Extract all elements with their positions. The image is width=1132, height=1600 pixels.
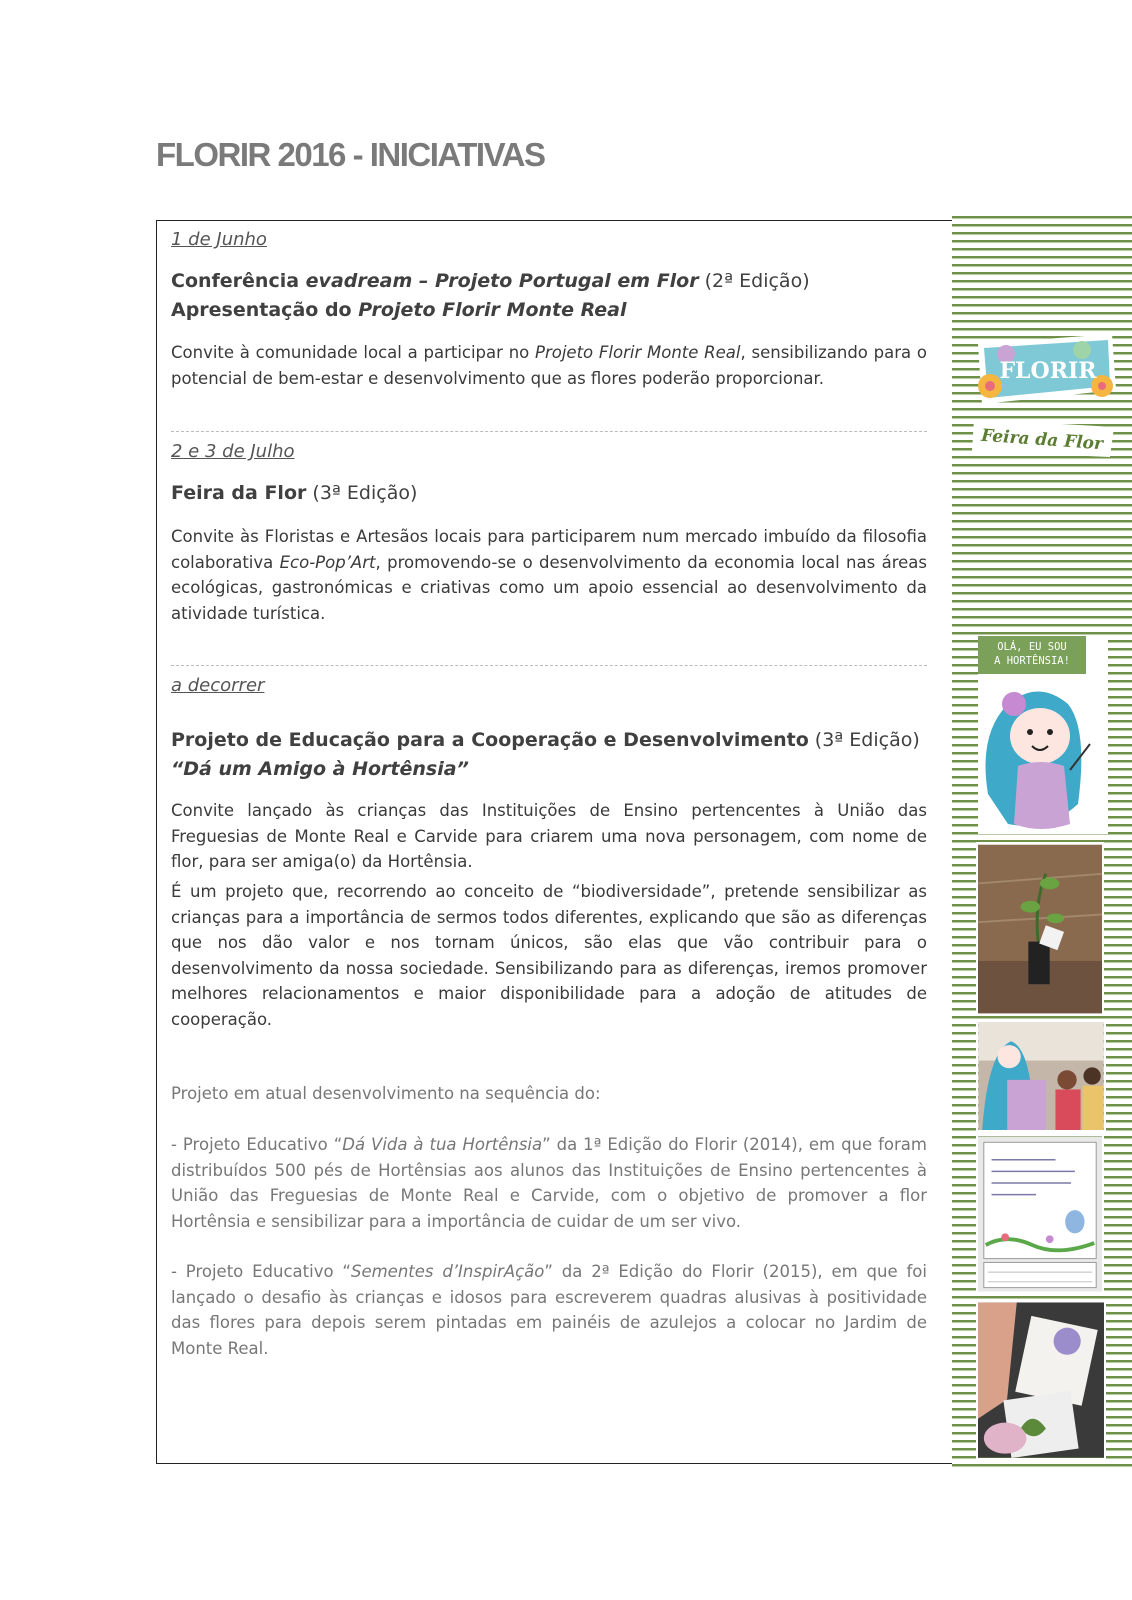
section3-paragraph-3: Projeto em atual desenvolvimento na sequência do: [171, 1084, 601, 1103]
section3-p4-b: Dá Vida à tua Hortênsia [342, 1135, 543, 1154]
logo-text: FLORIR [999, 358, 1097, 384]
page-title: FLORIR 2016 - INICIATIVAS [156, 136, 545, 173]
section1-h1-a: Conferência [171, 270, 306, 292]
section1-heading [171, 267, 927, 325]
section3-p4-c: ” da 1ª Edição do Florir (2014) [542, 1135, 798, 1154]
section3-date: a decorrer [171, 675, 265, 696]
section1-date: 1 de Junho [171, 229, 267, 250]
speech-bubble [978, 636, 1086, 674]
separator-1 [171, 431, 927, 432]
section2-p-b: Eco-Pop’Art [279, 552, 376, 572]
section3-h-b: (3ª Edição) [808, 729, 920, 751]
section3-p5-d: , em que foi lançado o desafio às crianças e idosos para escreverem quadras alusivas à positividade das flores para depois serem pintadas em painéis de azulejos a colocar no Jardim de Monte Real. [171, 1262, 927, 1358]
section2-p-c: , promovendo-se o desenvolvimento da economia local nas áreas ecológicas, gastronómicas e criativas como um apoio essencial ao desenvolvimento da atividade turística. [171, 552, 927, 623]
content-box [156, 220, 952, 1464]
plant-photo [976, 842, 1104, 1016]
section3-paragraph-4 [171, 1132, 927, 1234]
section1-p-b: Projeto Florir Monte Real [535, 343, 741, 362]
section1-p-a: Convite à comunidade local a participar no [171, 343, 536, 362]
feira-da-flor-label [970, 415, 1120, 459]
section1-h2-b: Projeto Florir Monte Real [358, 299, 627, 321]
section3-paragraph-2: É um projeto que, recorrendo ao conceito de “biodiversidade”, pretende sensibilizar as crianças para a importância de sermos todos diferentes, explicando que são as diferenças que nos dão valor e nos tornam únicos, são elas que vão contribuir para o desenvolvimento da nossa sociedade. Sensibilizando para as diferenças, iremos promover melhores relacionamentos e maior disponibilidade para a adoção de atitudes de cooperação. [171, 882, 927, 1029]
section1-h2-a: Apresentação do [171, 299, 359, 321]
hortensia-illustration [978, 674, 1108, 834]
section3-p5-c: ” da 2ª Edição do Florir (2015) [544, 1262, 818, 1281]
painting-photo [976, 1300, 1106, 1460]
section2-date: 2 e 3 de Julho [171, 441, 295, 462]
separator-2 [171, 665, 927, 666]
section3-h-c: “Dá um Amigo à Hortênsia” [171, 758, 469, 780]
hortensia-character [978, 636, 1108, 834]
section2-paragraph [171, 524, 927, 626]
drawing-photo [976, 1134, 1104, 1294]
speech-line-1: OLÁ, EU SOU [997, 641, 1067, 653]
section1-p-c: , sensibilizando para o potencial de bem-estar e desenvolvimento que as flores poderão proporcionar. [171, 343, 928, 388]
feira-text: Feira da Flor [980, 425, 1104, 455]
section1-paragraph [171, 340, 927, 391]
section2-heading [171, 479, 927, 508]
section3-heading [171, 726, 927, 784]
section1-h1-c: (2ª Edição) [698, 270, 810, 292]
section1-h1-b: evadream – Projeto Portugal em Flor [305, 270, 699, 292]
section3-h-a: Projeto de Educação para a Cooperação e Desenvolvimento [171, 729, 809, 751]
florir-logo [970, 330, 1120, 410]
section3-paragraph-5 [171, 1259, 927, 1361]
section3-p5-b: Sementes d’InspirAção [350, 1262, 545, 1281]
section2-h-b: (3ª Edição) [306, 482, 418, 504]
section2-h-a: Feira da Flor [171, 482, 307, 504]
section3-p4-a: - Projeto Educativo “ [171, 1135, 343, 1154]
section3-paragraph-1: Convite lançado às crianças das Instituições de Ensino pertencentes à União das Freguesias de Monte Real e Carvide para criarem uma nova personagem, com nome de flor, para ser amiga(o) da Hortênsia. [171, 801, 927, 871]
speech-line-2: A HORTÊNSIA! [994, 655, 1070, 667]
section2-p-a: Convite às Floristas e Artesãos locais para participarem num mercado imbuído da filosofia colaborativa [171, 527, 927, 572]
children-photo [976, 1020, 1106, 1132]
section3-p5-a: - Projeto Educativo “ [171, 1262, 351, 1281]
section3-p4-d: , em que foram distribuídos 500 pés de Hortênsias aos alunos das Instituições de Ensino pertencentes à União das Freguesias de Monte Real e Carvide, com o objetivo de promover a flor Hortênsia e sensibilizar para a importância de cuidar de um ser vivo. [171, 1135, 927, 1231]
